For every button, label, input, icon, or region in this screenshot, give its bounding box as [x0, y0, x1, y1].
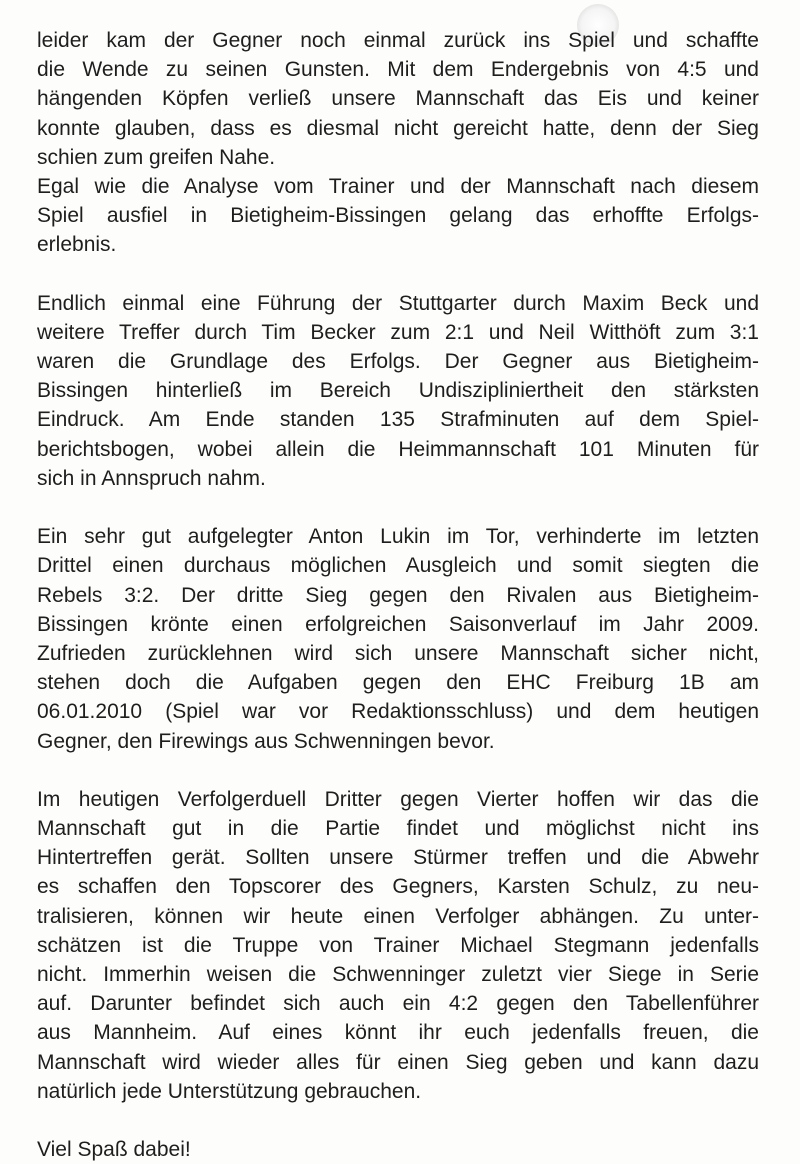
text-line: Zufrieden zurücklehnen wird sich unsere Mannschaft sicher nicht,: [37, 641, 759, 665]
paragraph-3: [37, 289, 759, 493]
text-line: Drittel einen durchaus möglichen Ausgleich und somit siegten die: [37, 554, 759, 578]
text-line: auf. Darunter befindet sich auch ein 4:2 gegen den Tabellenführer: [37, 992, 759, 1016]
text-line: Mannschaft gut in die Partie findet und möglichst nicht ins: [37, 817, 759, 841]
paragraph-spacer: [37, 756, 759, 785]
text-line: Ein sehr gut aufgelegter Anton Lukin im Tor, verhinderte im letzten: [37, 525, 759, 549]
text-line: Eindruck. Am Ende standen 135 Strafminuten auf dem Spiel-: [37, 408, 759, 432]
text-line: weitere Treffer durch Tim Becker zum 2:1 und Neil Witthöft zum 3:1: [37, 320, 759, 344]
text-line: Bissingen krönte einen erfolgreichen Saisonverlauf im Jahr 2009.: [37, 612, 759, 636]
text-line: die Wende zu seinen Gunsten. Mit dem Endergebnis von 4:5 und: [37, 58, 759, 82]
text-line: Rebels 3:2. Der dritte Sieg gegen den Rivalen aus Bietigheim-: [37, 583, 759, 607]
text-line: Endlich einmal eine Führung der Stuttgarter durch Maxim Beck und: [37, 291, 759, 315]
text-line: Im heutigen Verfolgerduell Dritter gegen Vierter hoffen wir das die: [37, 787, 759, 811]
article-text: [37, 26, 759, 1164]
text-line: leider kam der Gegner noch einmal zurück ins Spiel und schaffte: [37, 29, 759, 52]
text-line: berichtsbogen, wobei allein die Heimmannschaft 101 Minuten für: [37, 437, 759, 461]
text-line: konnte glauben, dass es diesmal nicht gereicht hatte, denn der Sieg: [37, 116, 759, 140]
text-line: erlebnis.: [37, 233, 117, 257]
text-line: es schaffen den Topscorer des Gegners, Karsten Schulz, zu neu-: [37, 875, 759, 899]
text-line: stehen doch die Aufgaben gegen den EHC Freiburg 1B am: [37, 671, 759, 695]
text-line: Spiel ausfiel in Bietigheim-Bissingen gelang das erhoffte Erfolgs-: [37, 204, 759, 228]
text-line: schätzen ist die Truppe von Trainer Michael Stegmann jedenfalls: [37, 933, 759, 957]
paragraph-spacer: [37, 260, 759, 289]
paragraph-spacer: [37, 493, 759, 522]
text-line: nicht. Immerhin weisen die Schwenninger zuletzt vier Siege in Serie: [37, 963, 759, 986]
text-line: Mannschaft wird wieder alles für einen Sieg geben und kann dazu: [37, 1050, 759, 1074]
text-line: tralisieren, können wir heute einen Verfolger abhängen. Zu unter-: [37, 904, 759, 928]
text-line: schien zum greifen Nahe.: [37, 145, 276, 169]
text-line: aus Mannheim. Auf eines könnt ihr euch jedenfalls freuen, die: [37, 1021, 759, 1045]
text-line: Egal wie die Analyse vom Trainer und der Mannschaft nach diesem: [37, 174, 759, 198]
text-line: natürlich jede Unterstützung gebrauchen.: [37, 1079, 422, 1103]
paragraph-6: [37, 1135, 759, 1164]
text-line: Gegner, den Firewings aus Schwenningen bevor.: [37, 729, 495, 753]
paragraph-4: [37, 522, 759, 756]
text-line: waren die Grundlage des Erfolgs. Der Gegner aus Bietigheim-: [37, 350, 759, 374]
text-line: 06.01.2010 (Spiel war vor Redaktionsschluss) und dem heutigen: [37, 700, 759, 724]
text-line: Hintertreffen gerät. Sollten unsere Stürmer treffen und die Abwehr: [37, 846, 759, 870]
paragraph-2: [37, 172, 759, 260]
text-line: Bissingen hinterließ im Bereich Undiszipliniertheit den stärksten: [37, 379, 759, 403]
text-line: hängenden Köpfen verließ unsere Mannschaft das Eis und keiner: [37, 87, 759, 111]
text-line: sich in Annspruch nahm.: [37, 466, 266, 490]
closing-line: Viel Spaß dabei!: [37, 1138, 191, 1162]
paragraph-5: [37, 785, 759, 1106]
paragraph-1: [37, 26, 759, 172]
paragraph-spacer: [37, 1106, 759, 1135]
